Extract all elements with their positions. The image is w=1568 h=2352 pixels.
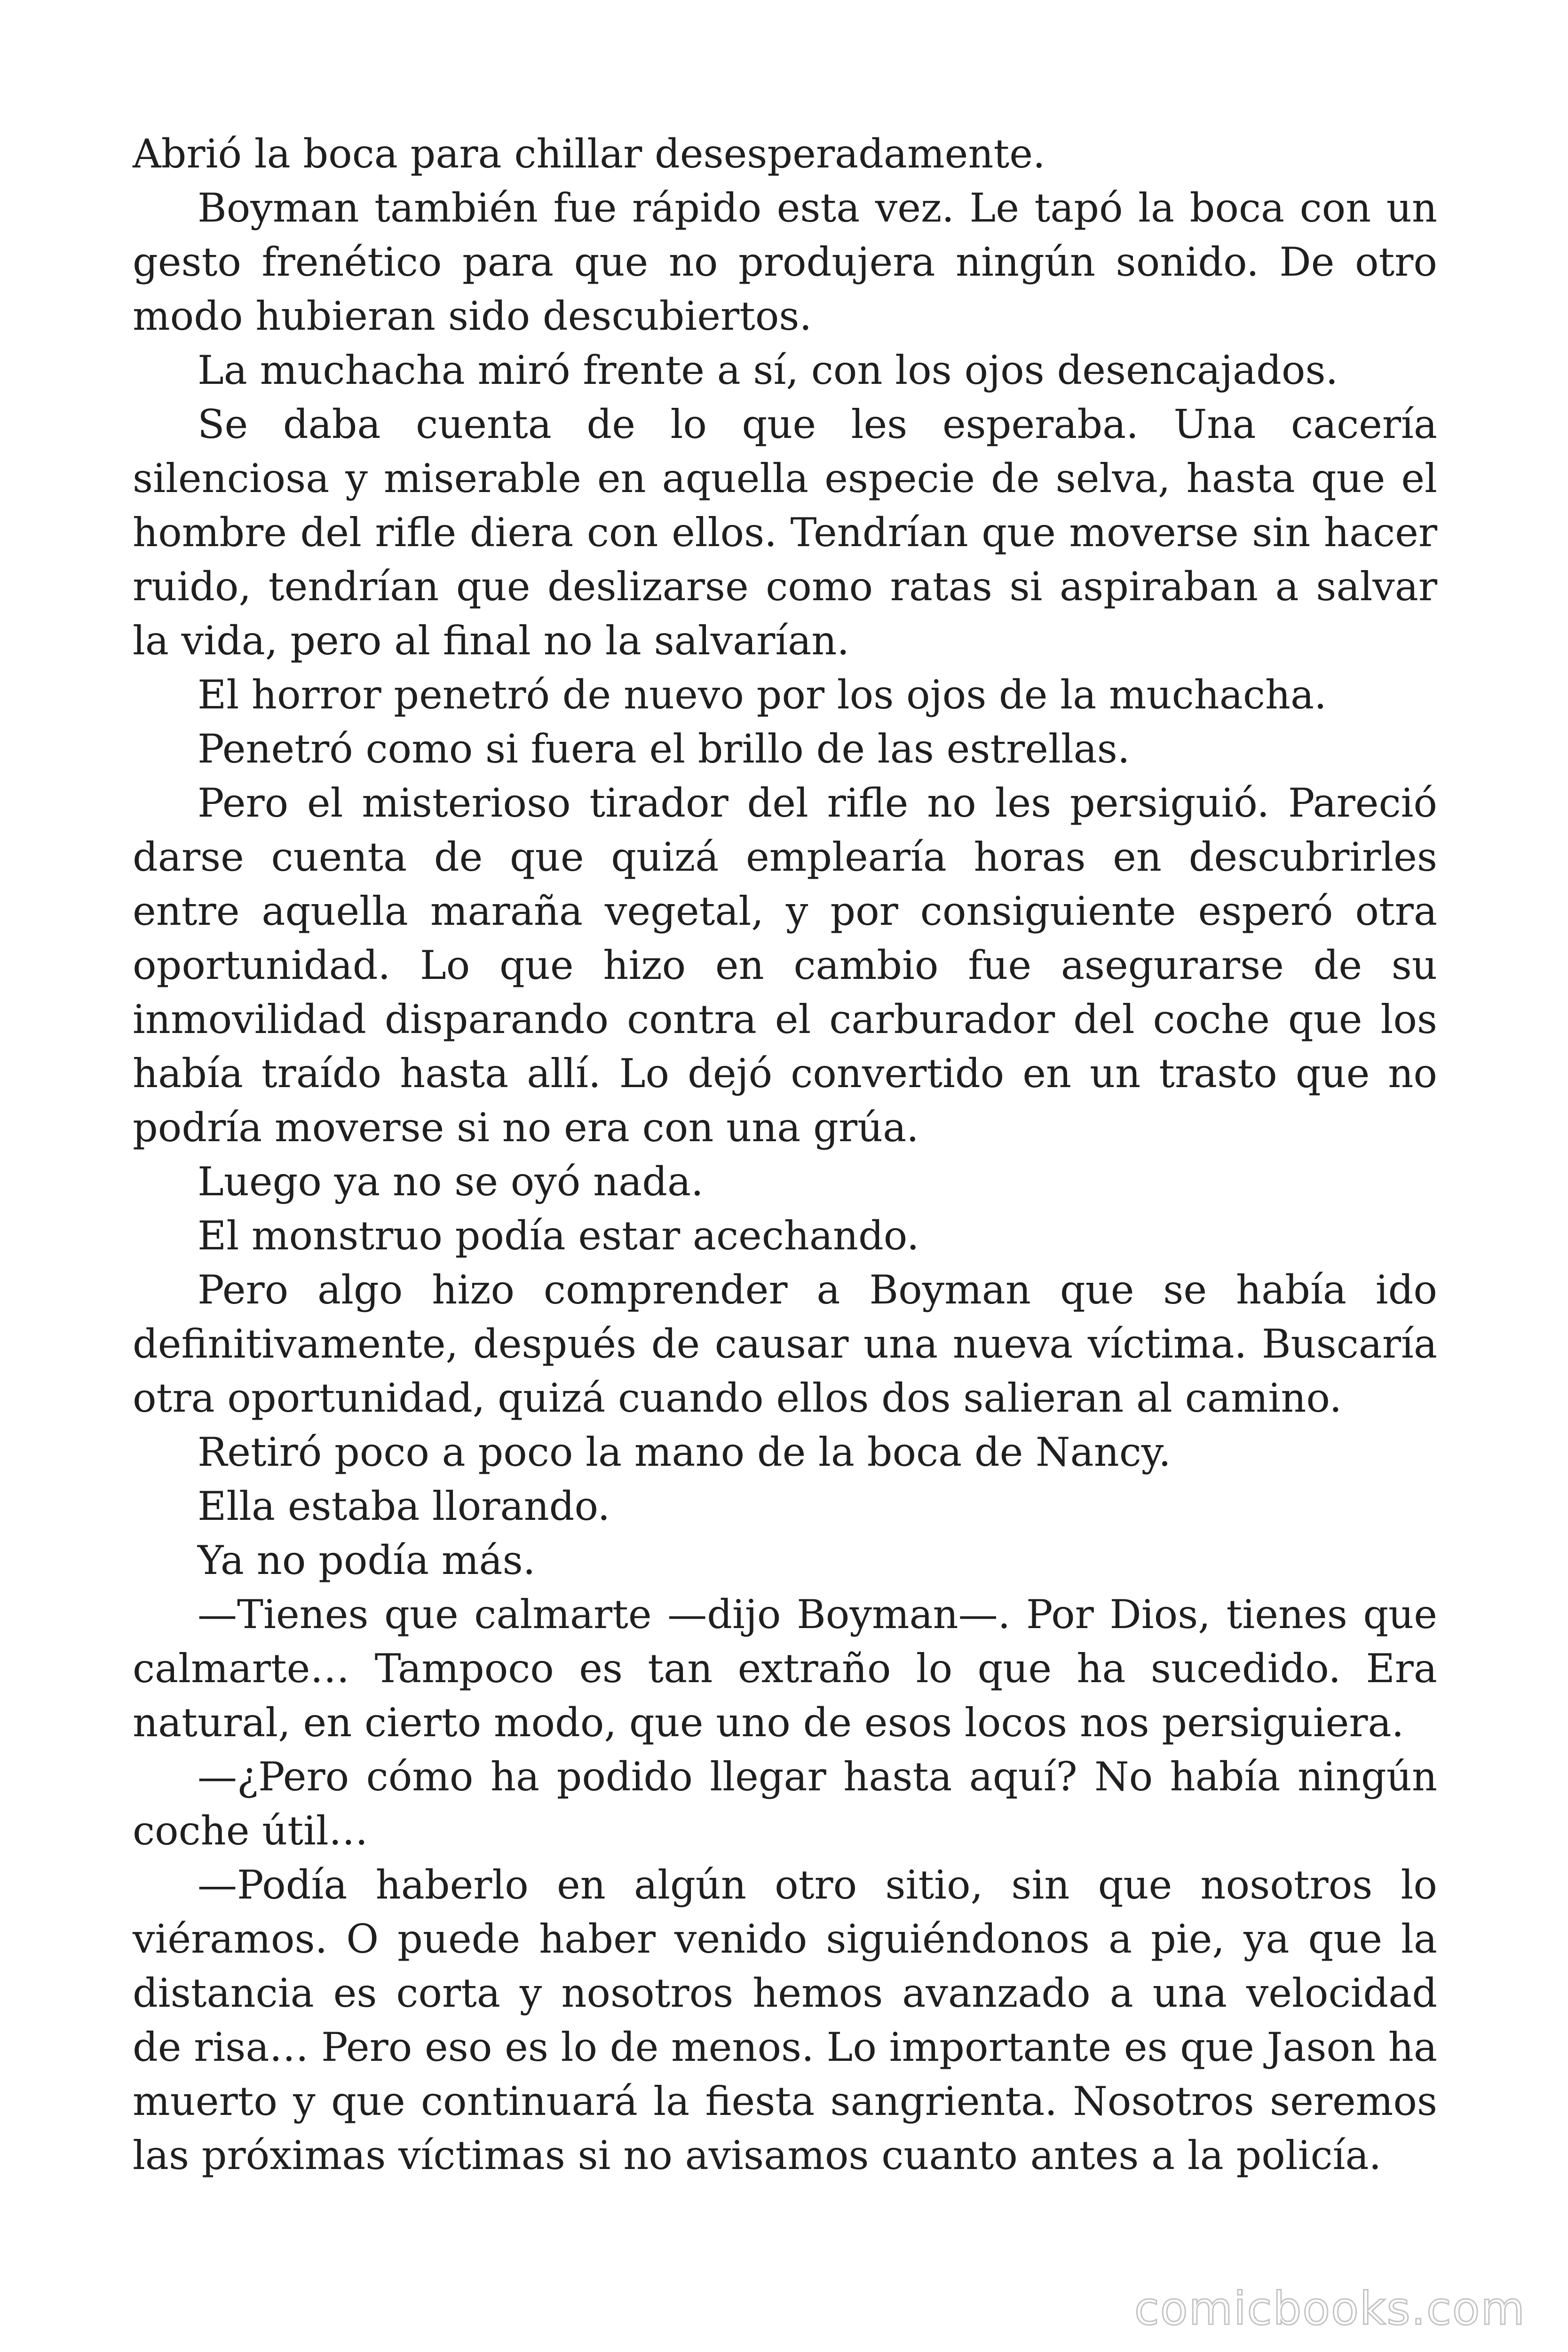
paragraph: El monstruo podía estar acechando.	[198, 1213, 919, 1259]
paragraph: Ya no podía más.	[198, 1537, 536, 1583]
site-watermark: comicbooks.com	[1134, 2282, 1526, 2335]
paragraph: —¿Pero cómo ha podido llegar hasta aquí? No había ningún coche útil…	[133, 1754, 1437, 1854]
paragraph: La muchacha miró frente a sí, con los ojos desencajados.	[198, 347, 1338, 393]
paragraph: Se daba cuenta de lo que les esperaba. Una cacería silenciosa y miserable en aquella especie de selva, hasta que el hombre del rifle diera con ellos. Tendrían que moverse sin hacer ruido, tendrían que deslizarse como ratas si aspiraban a salvar la vida, pero al final no la salvarían.	[133, 401, 1437, 664]
paragraph: Boyman también fue rápido esta vez. Le tapó la boca con un gesto frenético para que no produjera ningún sonido. De otro modo hubieran sido descubiertos.	[133, 185, 1437, 339]
paragraph: Penetró como si fuera el brillo de las estrellas.	[198, 726, 1130, 772]
paragraph: —Podía haberlo en algún otro sitio, sin que nosotros lo viéramos. O puede haber venido siguiéndonos a pie, ya que la distancia es corta y nosotros hemos avanzado a una velocidad de risa… Pero eso es lo de menos. Lo importante es que Jason ha muerto y que continuará la fiesta sangrienta. Nosotros seremos las próximas víctimas si no avisamos cuanto antes a la policía.	[133, 1862, 1437, 2178]
paragraph: Retiró poco a poco la mano de la boca de Nancy.	[198, 1429, 1171, 1475]
paragraph: Pero algo hizo comprender a Boyman que se había ido definitivamente, después de causar una nueva víctima. Buscaría otra oportunidad, quizá cuando ellos dos salieran al camino.	[133, 1267, 1437, 1421]
paragraph: Luego ya no se oyó nada.	[198, 1159, 704, 1205]
paragraph: —Tienes que calmarte —dijo Boyman—. Por Dios, tienes que calmarte… Tampoco es tan extraño lo que ha sucedido. Era natural, en cierto modo, que uno de esos locos nos persiguiera.	[133, 1591, 1437, 1746]
page-body-text	[133, 127, 1437, 2183]
paragraph: Pero el misterioso tirador del rifle no les persiguió. Pareció darse cuenta de que quizá emplearía horas en descubrirles entre aquella maraña vegetal, y por consiguiente esperó otra oportunidad. Lo que hizo en cambio fue asegurarse de su inmovilidad disparando contra el carburador del coche que los había traído hasta allí. Lo dejó convertido en un trasto que no podría moverse si no era con una grúa.	[133, 780, 1437, 1151]
paragraph: Ella estaba llorando.	[198, 1483, 610, 1529]
paragraph: El horror penetró de nuevo por los ojos de la muchacha.	[198, 672, 1327, 718]
paragraph: Abrió la boca para chillar desesperadamente.	[133, 131, 1045, 177]
